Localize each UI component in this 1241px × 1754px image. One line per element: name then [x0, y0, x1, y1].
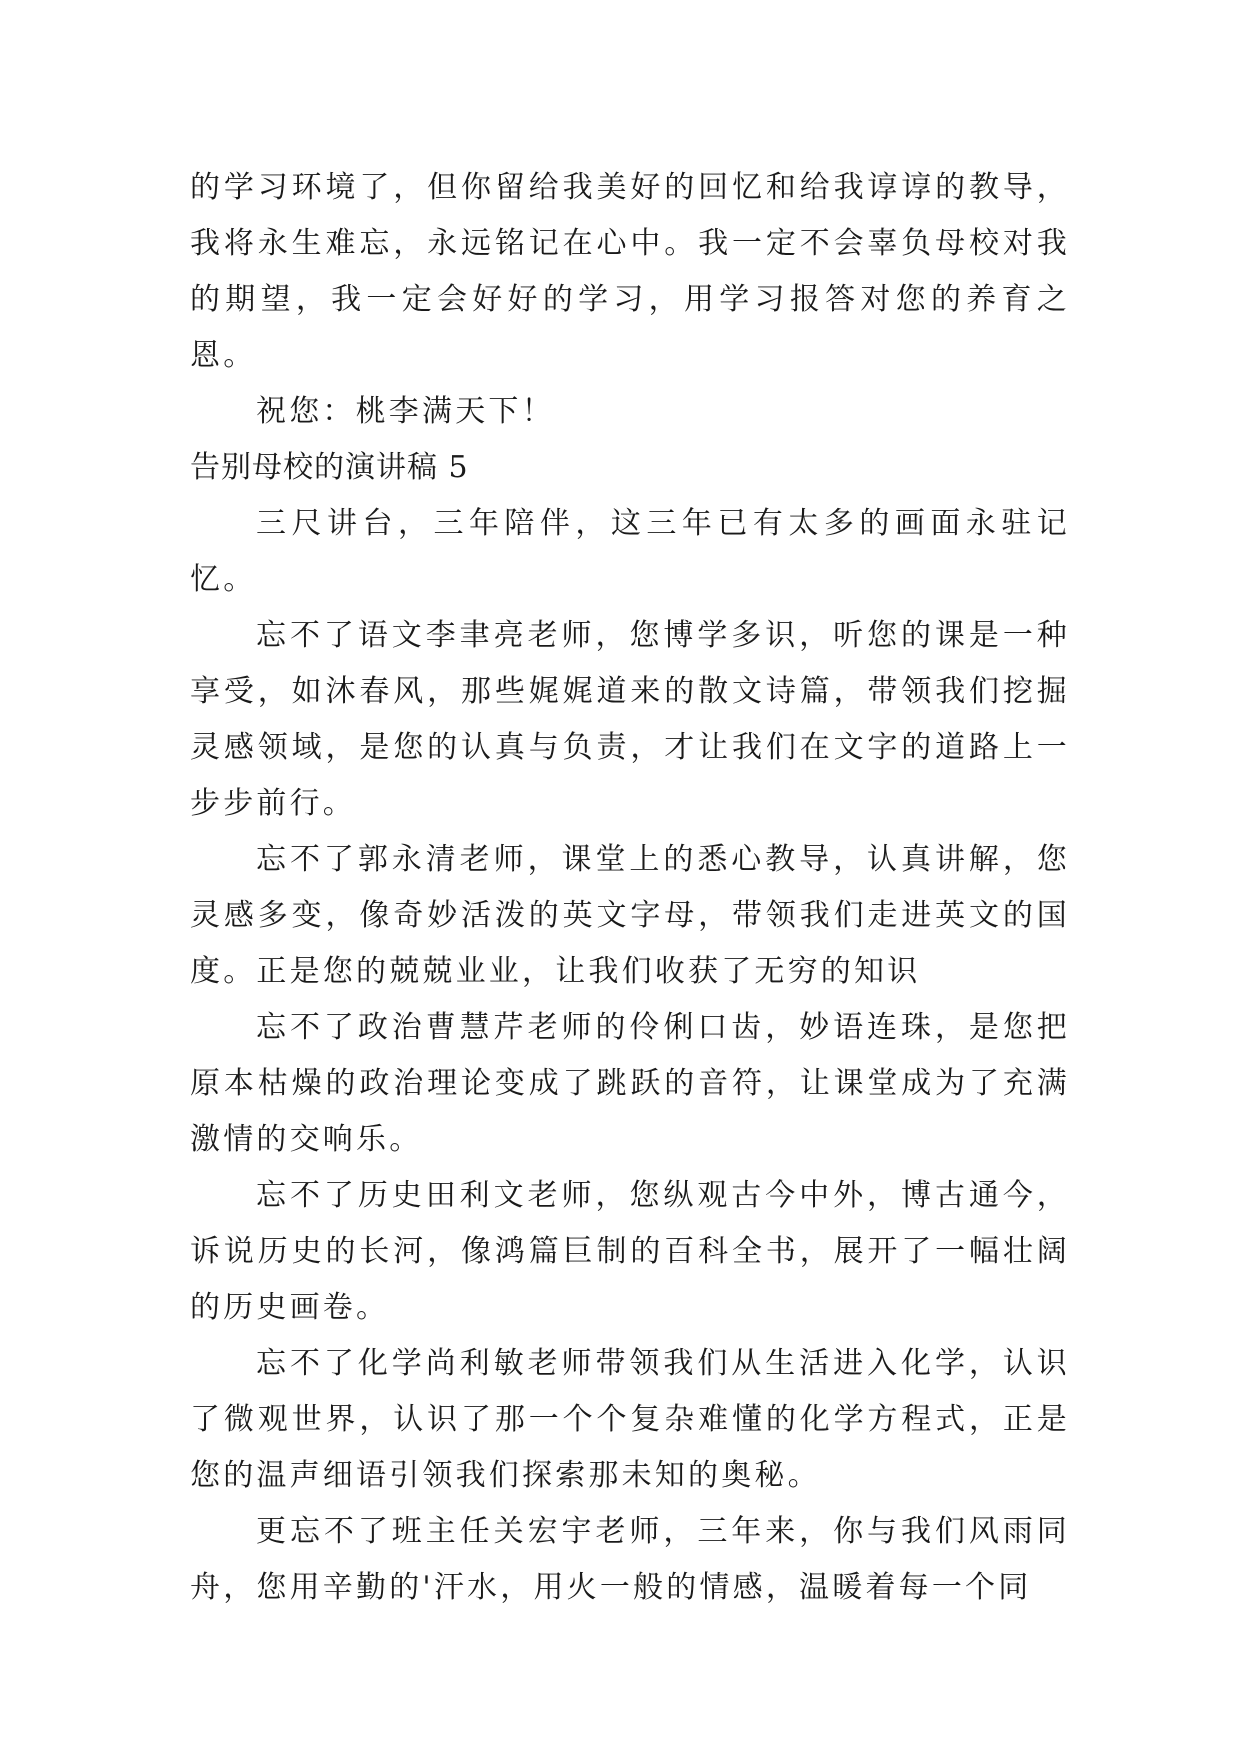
paragraph-body: 更忘不了班主任关宏宇老师，三年来，你与我们风雨同舟，您用辛勤的'汗水，用火一般的情感，温暖着每一个同: [190, 1514, 1070, 1605]
paragraph-continuation: 的学习环境了，但你留给我美好的回忆和给我谆谆的教导，我将永生难忘，永远铭记在心中。我一定不会辜负母校对我的期望，我一定会好好的学习，用学习报答对您的养育之恩。: [190, 170, 1070, 373]
document-page: [190, 160, 1070, 1616]
paragraph-body: 忘不了郭永清老师，课堂上的悉心教导，认真讲解，您灵感多变，像奇妙活泼的英文字母，带领我们走进英文的国度。正是您的兢兢业业，让我们收获了无穷的知识: [190, 842, 1070, 989]
paragraph-body: 忘不了化学尚利敏老师带领我们从生活进入化学，认识了微观世界，认识了那一个个复杂难懂的化学方程式，正是您的温声细语引领我们探索那未知的奥秘。: [190, 1346, 1070, 1493]
paragraph-blessing: 祝您：桃李满天下！: [256, 394, 555, 429]
paragraph-body: 忘不了语文李聿亮老师，您博学多识，听您的课是一种享受，如沐春风，那些娓娓道来的散文诗篇，带领我们挖掘灵感领域，是您的认真与负责，才让我们在文字的道路上一步步前行。: [190, 618, 1070, 821]
paragraph-body: 忘不了政治曹慧芹老师的伶俐口齿，妙语连珠，是您把原本枯燥的政治理论变成了跳跃的音符，让课堂成为了充满激情的交响乐。: [190, 1010, 1070, 1157]
paragraph-body: 三尺讲台，三年陪伴，这三年已有太多的画面永驻记忆。: [190, 506, 1070, 597]
paragraph-body: 忘不了历史田利文老师，您纵观古今中外，博古通今，诉说历史的长河，像鸿篇巨制的百科全书，展开了一幅壮阔的历史画卷。: [190, 1178, 1070, 1325]
section-heading: 告别母校的演讲稿 5: [190, 450, 469, 485]
